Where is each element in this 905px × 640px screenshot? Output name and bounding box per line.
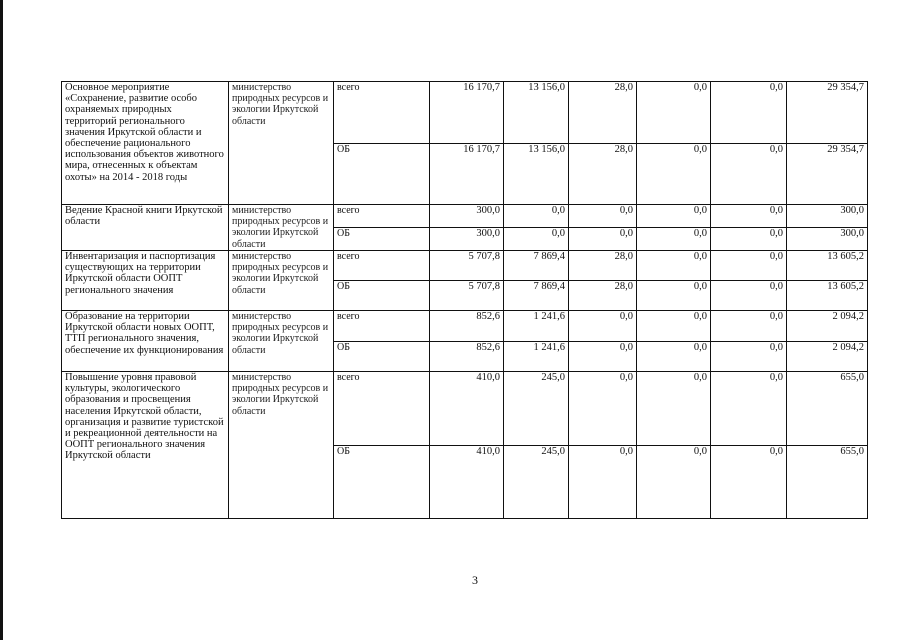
source-cell: всего [334,205,430,228]
value-cell: 28,0 [569,281,637,311]
value-cell: 0,0 [711,311,787,342]
value-cell: 300,0 [787,228,868,251]
value-cell: 13 605,2 [787,251,868,281]
table-row [62,372,868,446]
value-cell: 410,0 [430,445,504,519]
value-cell: 29 354,7 [787,143,868,205]
activity-name: Повышение уровня правовой культуры, экологического образования и просвещения населения Иркутской области, организация и развитие туристской и рекреационной деятельности на ООПТ регионального значения Иркутской области [62,372,229,519]
value-cell: 0,0 [569,341,637,372]
source-cell: всего [334,372,430,446]
value-cell: 28,0 [569,82,637,144]
budget-table [61,81,868,519]
page-number: 3 [472,573,478,587]
value-cell: 0,0 [569,228,637,251]
value-cell: 300,0 [430,205,504,228]
table-row [62,82,868,144]
value-cell: 0,0 [504,228,569,251]
executor-cell: министерство природных ресурсов и экологии Иркутской области [229,205,334,251]
value-cell: 0,0 [711,205,787,228]
value-cell: 1 241,6 [504,341,569,372]
value-cell: 0,0 [637,205,711,228]
table-row [62,205,868,228]
value-cell: 0,0 [711,445,787,519]
value-cell: 16 170,7 [430,82,504,144]
table-row [62,311,868,342]
activity-name: Инвентаризация и паспортизация существующих на территории Иркутской области ООПТ регионального значения [62,251,229,311]
value-cell: 410,0 [430,372,504,446]
value-cell: 0,0 [637,251,711,281]
activity-name: Основное мероприятие «Сохранение, развитие особо охраняемых природных территорий регионального значения Иркутской области и обеспечение рационального использования объектов животного мира, отнесенных к объектам охоты» на 2014 - 2018 годы [62,82,229,205]
source-cell: ОБ [334,281,430,311]
value-cell: 0,0 [711,281,787,311]
value-cell: 0,0 [504,205,569,228]
value-cell: 28,0 [569,143,637,205]
value-cell: 0,0 [569,372,637,446]
executor-cell: министерство природных ресурсов и экологии Иркутской области [229,82,334,205]
source-cell: ОБ [334,143,430,205]
table-row [62,251,868,281]
value-cell: 0,0 [711,143,787,205]
value-cell: 655,0 [787,445,868,519]
value-cell: 0,0 [637,281,711,311]
source-cell: всего [334,311,430,342]
value-cell: 0,0 [637,341,711,372]
executor-cell: министерство природных ресурсов и экологии Иркутской области [229,251,334,311]
activity-name: Образование на территории Иркутской области новых ООПТ, ТТП регионального значения, обеспечение их функционирования [62,311,229,372]
value-cell: 13 605,2 [787,281,868,311]
value-cell: 1 241,6 [504,311,569,342]
source-cell: всего [334,251,430,281]
value-cell: 300,0 [430,228,504,251]
value-cell: 7 869,4 [504,251,569,281]
source-cell: ОБ [334,445,430,519]
value-cell: 0,0 [711,341,787,372]
value-cell: 28,0 [569,251,637,281]
executor-cell: министерство природных ресурсов и экологии Иркутской области [229,372,334,519]
value-cell: 2 094,2 [787,311,868,342]
value-cell: 5 707,8 [430,251,504,281]
source-cell: ОБ [334,341,430,372]
activity-name: Ведение Красной книги Иркутской области [62,205,229,251]
executor-cell: министерство природных ресурсов и экологии Иркутской области [229,311,334,372]
scan-edge-bar [0,0,3,640]
value-cell: 300,0 [787,205,868,228]
value-cell: 852,6 [430,341,504,372]
value-cell: 0,0 [637,82,711,144]
value-cell: 0,0 [711,251,787,281]
value-cell: 0,0 [711,82,787,144]
value-cell: 0,0 [637,445,711,519]
value-cell: 0,0 [711,228,787,251]
value-cell: 0,0 [569,205,637,228]
value-cell: 13 156,0 [504,143,569,205]
value-cell: 0,0 [711,372,787,446]
source-cell: всего [334,82,430,144]
value-cell: 655,0 [787,372,868,446]
value-cell: 7 869,4 [504,281,569,311]
value-cell: 852,6 [430,311,504,342]
value-cell: 0,0 [637,372,711,446]
value-cell: 0,0 [637,311,711,342]
value-cell: 13 156,0 [504,82,569,144]
value-cell: 0,0 [637,143,711,205]
source-cell: ОБ [334,228,430,251]
value-cell: 245,0 [504,445,569,519]
value-cell: 0,0 [569,311,637,342]
value-cell: 5 707,8 [430,281,504,311]
value-cell: 0,0 [569,445,637,519]
value-cell: 2 094,2 [787,341,868,372]
value-cell: 245,0 [504,372,569,446]
value-cell: 0,0 [637,228,711,251]
value-cell: 29 354,7 [787,82,868,144]
value-cell: 16 170,7 [430,143,504,205]
